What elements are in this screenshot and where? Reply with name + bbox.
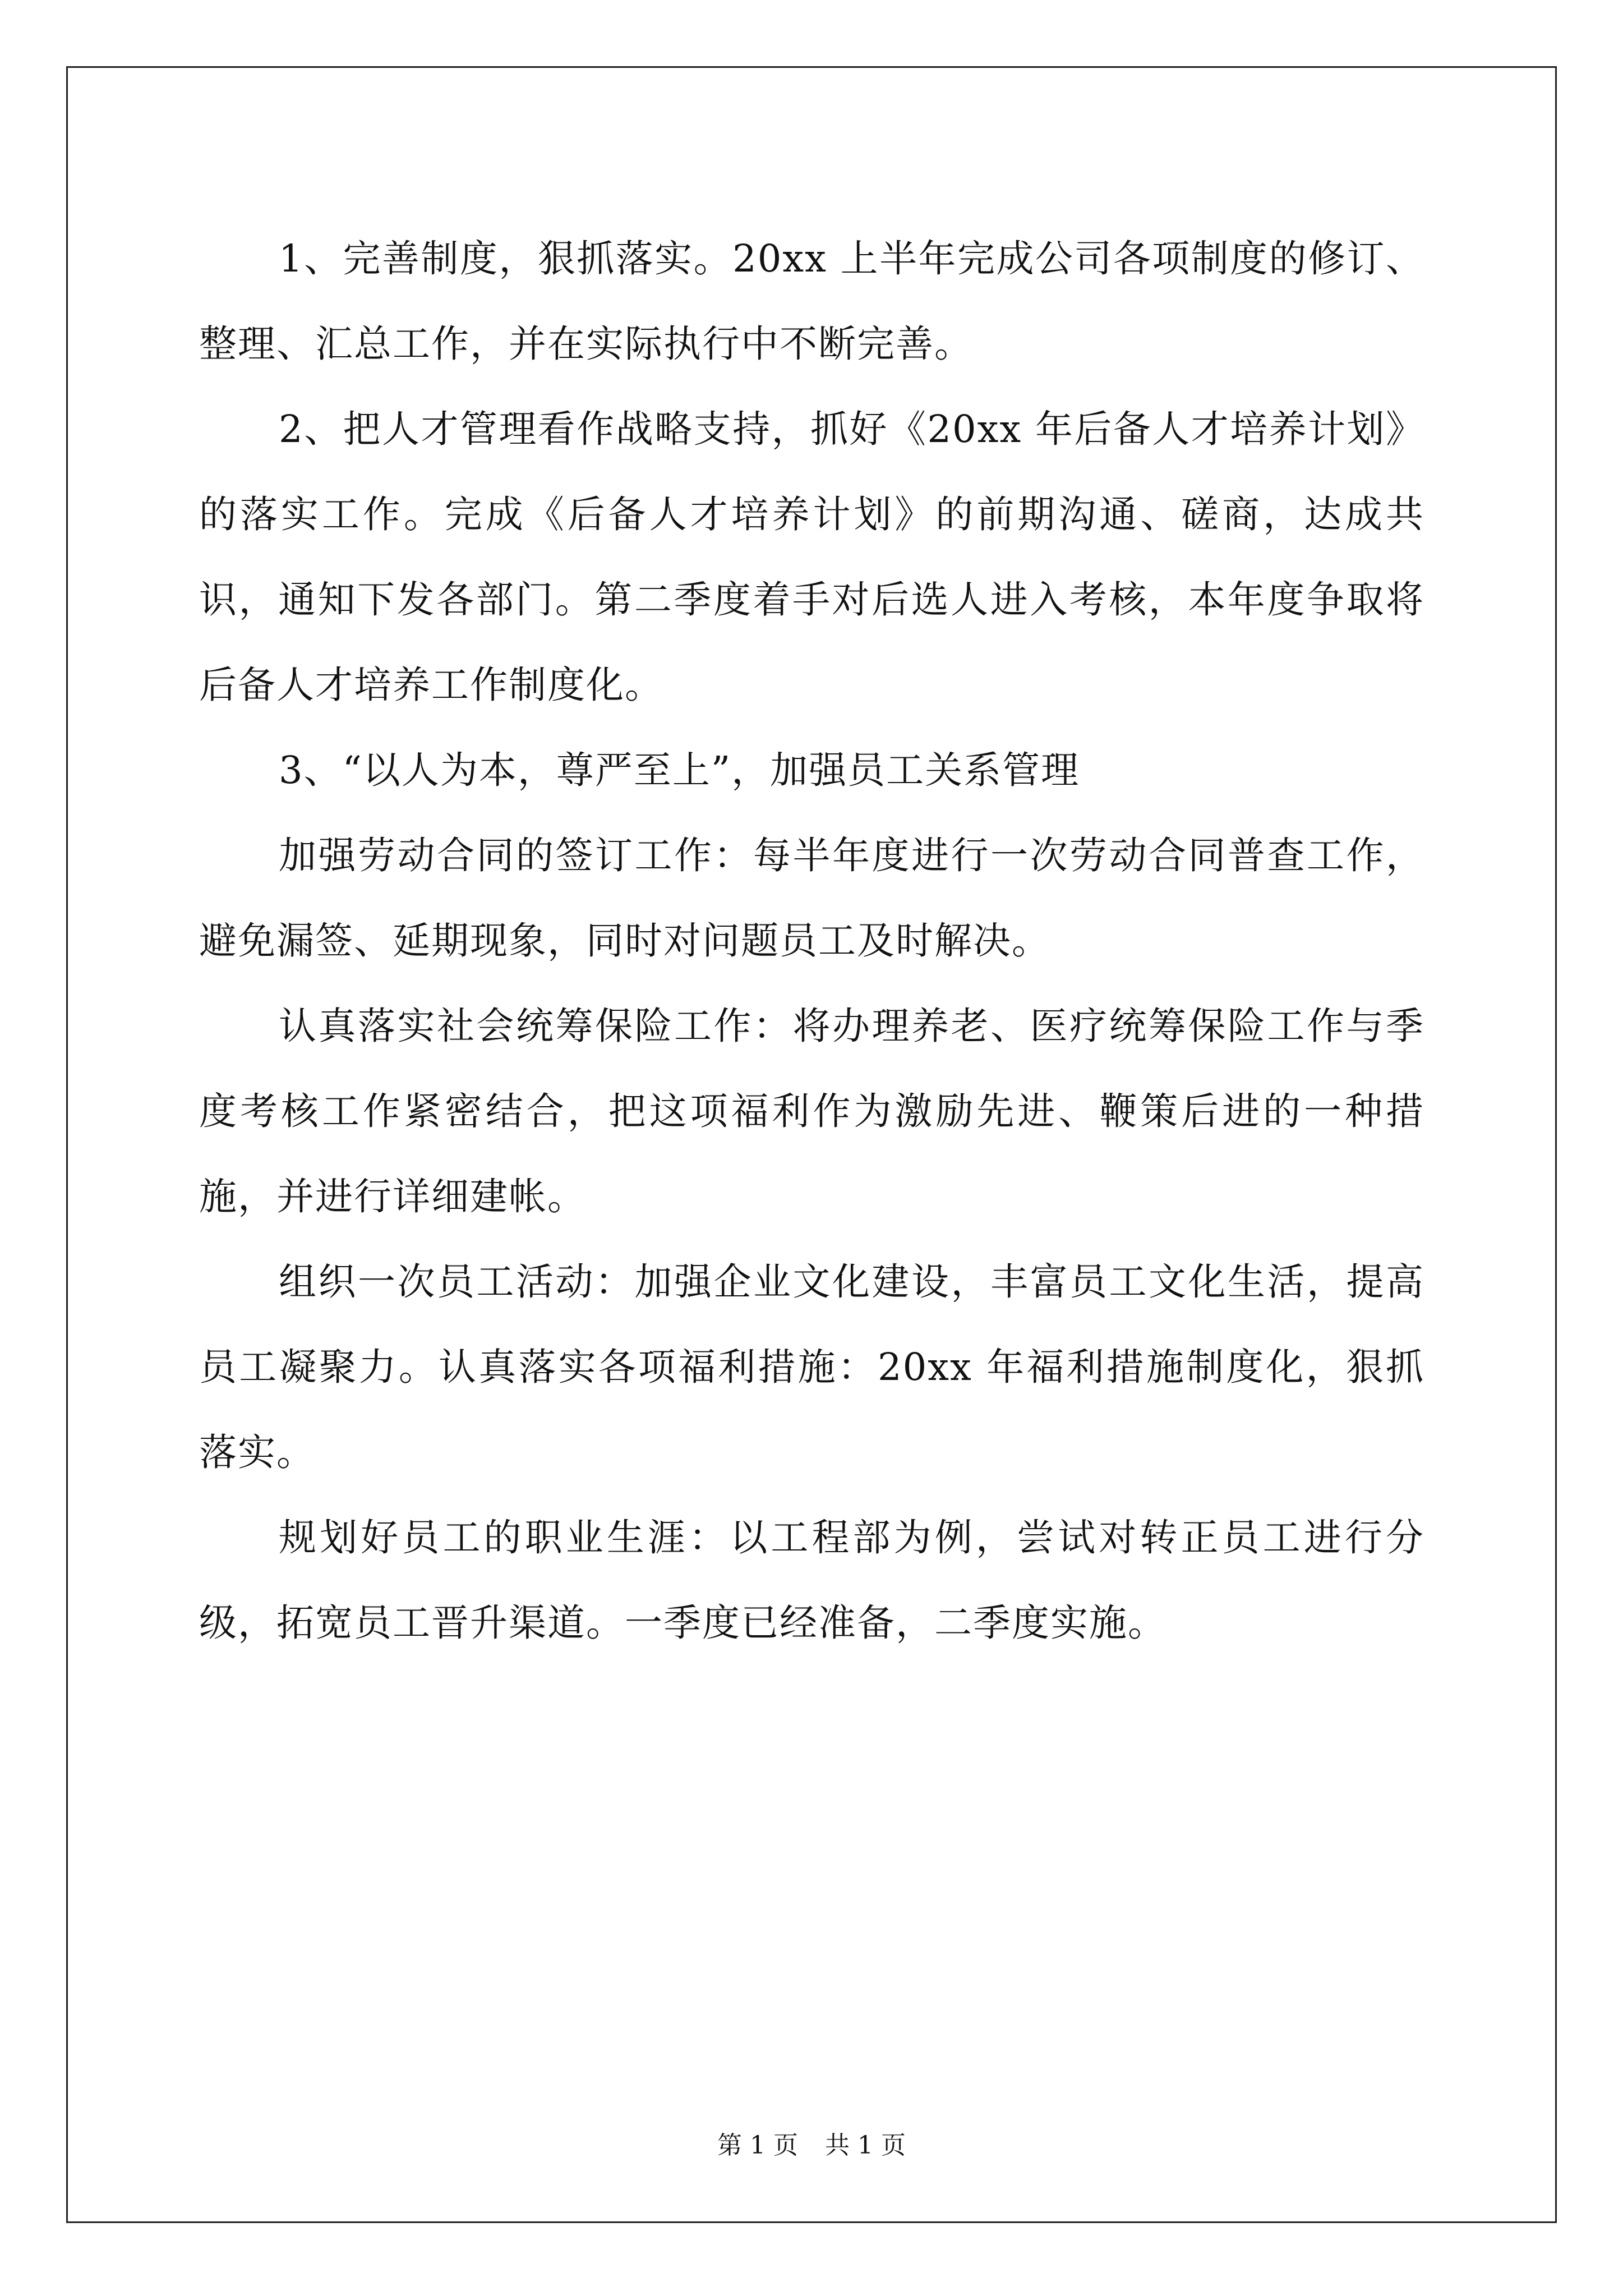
paragraph-5: 认真落实社会统筹保险工作：将办理养老、医疗统筹保险工作与季度考核工作紧密结合，把这项福利作为激励先进、鞭策后进的一种措施，并进行详细建帐。 (199, 1004, 1424, 1218)
paragraph-1: 1、完善制度，狠抓落实。20xx 上半年完成公司各项制度的修订、整理、汇总工作，并在实际执行中不断完善。 (199, 237, 1424, 366)
page-number: 第 1 页 (717, 2131, 798, 2160)
paragraph-7: 规划好员工的职业生涯：以工程部为例，尝试对转正员工进行分级，拓宽员工晋升渠道。一季度已经准备，二季度实施。 (199, 1516, 1424, 1645)
paragraph-6: 组织一次员工活动：加强企业文化建设，丰富员工文化生活，提高员工凝聚力。认真落实各项福利措施：20xx 年福利措施制度化，狠抓落实。 (199, 1260, 1424, 1474)
page-footer (0, 2125, 1623, 2161)
document-body (199, 216, 1424, 1665)
paragraph-2: 2、把人才管理看作战略支持，抓好《20xx 年后备人才培养计划》的落实工作。完成《后备人才培养计划》的前期沟通、磋商，达成共识，通知下发各部门。第二季度着手对后选人进入考核，本年度争取将后备人才培养工作制度化。 (199, 407, 1424, 707)
paragraph-3: 3、“以人为本，尊严至上”，加强员工关系管理 (279, 748, 1080, 792)
paragraph-4: 加强劳动合同的签订工作：每半年度进行一次劳动合同普查工作，避免漏签、延期现象，同时对问题员工及时解决。 (199, 834, 1424, 963)
total-pages: 共 1 页 (825, 2131, 906, 2160)
